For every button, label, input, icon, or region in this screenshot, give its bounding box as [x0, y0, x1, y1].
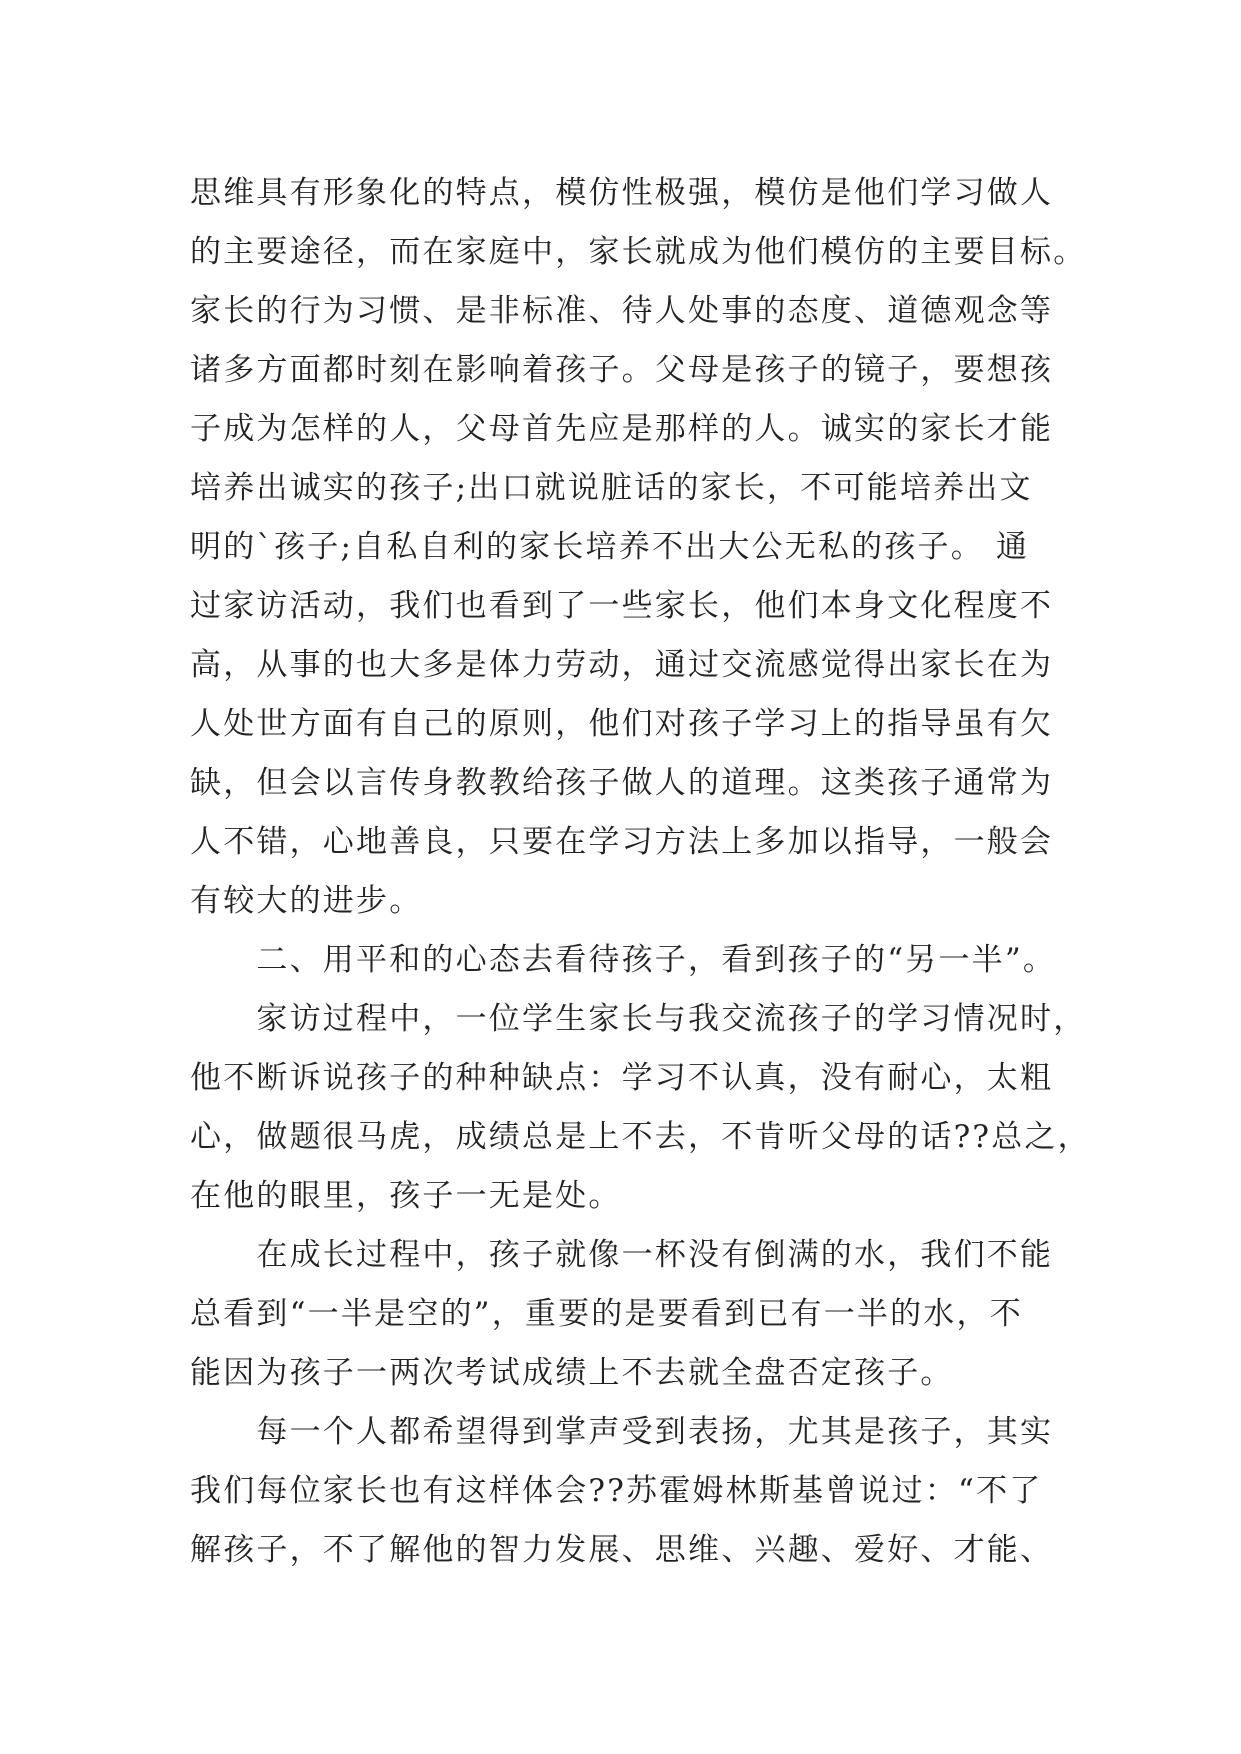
text-line: 人不错，心地善良，只要在学习方法上多加以指导，一般会	[190, 824, 1054, 860]
text-line: 子成为怎样的人，父母首先应是那样的人。诚实的家长才能	[190, 411, 1054, 447]
text-line: 人处世方面有自己的原则，他们对孩子学习上的指导虽有欠	[190, 706, 1054, 742]
body-text	[190, 164, 1091, 1580]
text-line: 在成长过程中，孩子就像一杯没有倒满的水，我们不能	[190, 1237, 1054, 1273]
text-line: 高，从事的也大多是体力劳动，通过交流感觉得出家长在为	[190, 647, 1054, 683]
text-line: 有较大的进步。	[190, 883, 423, 919]
text-line: 每一个人都希望得到掌声受到表扬，尤其是孩子，其实	[190, 1414, 1054, 1450]
text-line: 家长的行为习惯、是非标准、待人处事的态度、道德观念等	[190, 293, 1054, 329]
text-line: 诸多方面都时刻在影响着孩子。父母是孩子的镜子，要想孩	[190, 352, 1054, 388]
text-line: 家访过程中，一位学生家长与我交流孩子的学习情况时，	[190, 1001, 1087, 1037]
text-line: 能因为孩子一两次考试成绩上不去就全盘否定孩子。	[190, 1355, 954, 1391]
section-heading: 二、用平和的心态去看待孩子，看到孩子的“另一半”。	[190, 942, 1057, 978]
text-line: 总看到“一半是空的”，重要的是要看到已有一半的水，不	[190, 1296, 1023, 1332]
text-line: 思维具有形象化的特点，模仿性极强，模仿是他们学习做人	[190, 175, 1054, 211]
text-line: 我们每位家长也有这样体会??苏霍姆林斯基曾说过：“不了	[190, 1473, 1043, 1509]
text-line: 明的`孩子;自私自利的家长培养不出大公无私的孩子。 通	[190, 529, 1030, 565]
text-line: 他不断诉说孩子的种种缺点：学习不认真，没有耐心，太粗	[190, 1060, 1054, 1096]
text-line: 培养出诚实的孩子;出口就说脏话的家长，不可能培养出文	[190, 470, 1033, 506]
text-line: 过家访活动，我们也看到了一些家长，他们本身文化程度不	[190, 588, 1054, 624]
text-line: 在他的眼里，孩子一无是处。	[190, 1178, 622, 1214]
text-line: 解孩子，不了解他的智力发展、思维、兴趣、爱好、才能、	[190, 1532, 1054, 1568]
text-line: 缺，但会以言传身教教给孩子做人的道理。这类孩子通常为	[190, 765, 1054, 801]
text-line: 心，做题很马虎，成绩总是上不去，不肯听父母的话??总之，	[190, 1119, 1091, 1155]
text-line: 的主要途径，而在家庭中，家长就成为他们模仿的主要目标。	[190, 234, 1087, 270]
